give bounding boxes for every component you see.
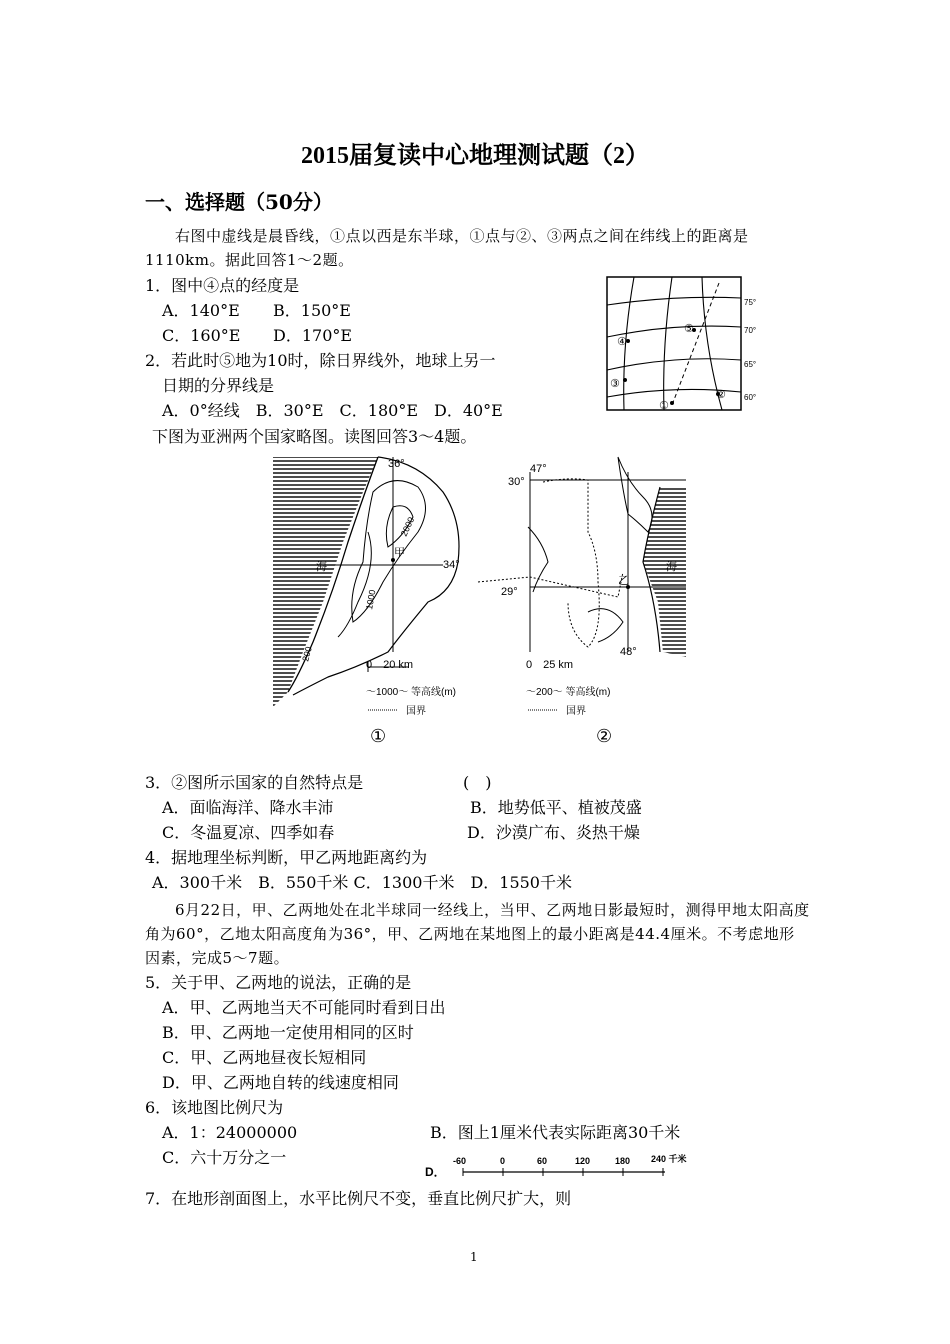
- legend-contour: 〜1000〜 等高线(m): [366, 687, 457, 698]
- scale-tick: 120: [575, 1156, 591, 1166]
- intro-paragraph-2: 下图为亚洲两个国家略图。读图回答3～4题。: [152, 427, 477, 446]
- section-heading: 一、选择题（50分）: [145, 190, 333, 214]
- place-label: 乙: [618, 575, 629, 587]
- q6-option-a: A．1：24000000: [162, 1123, 298, 1142]
- point-label: ②: [716, 389, 726, 401]
- lat-label: 65°: [744, 360, 757, 369]
- question-6-stem: 6．该地图比例尺为: [145, 1098, 284, 1117]
- question-2-stem: 2．若此时⑤地为10时，除日界线外，地球上另一: [145, 351, 496, 370]
- scale-tick: 60: [537, 1156, 548, 1166]
- question-2-stem-cont: 日期的分界线是: [162, 376, 275, 395]
- page-title: 2015届复读中心地理测试题（2）: [301, 143, 649, 169]
- page-number: 1: [470, 1250, 478, 1264]
- contour-label: 2000: [398, 515, 417, 538]
- scale-tick: 180: [615, 1156, 631, 1166]
- lat-label: 75°: [744, 298, 757, 307]
- intro-paragraph-3: 6月22日，甲、乙两地处在北半球同一经线上，当甲、乙两地日影最短时，测得甲地太阳高度角为60°，乙地太阳高度角为36°，甲、乙两地在某地图上的最小距离是44.4厘米。不考虑地形因素，完成5～7题。: [145, 901, 810, 967]
- scale-tick: -60: [453, 1156, 467, 1166]
- question-7-stem: 7．在地形剖面图上，水平比例尺不变，垂直比例尺扩大，则: [145, 1189, 572, 1208]
- point-label: ①: [659, 400, 669, 412]
- q1-option-c: C．160°E: [162, 326, 241, 345]
- lat-label: 60°: [744, 393, 757, 402]
- place-label: 甲: [394, 547, 405, 559]
- map-label: ①: [370, 726, 387, 746]
- q6-option-d: D．: [425, 1165, 446, 1179]
- q3-option-a: A．面临海洋、降水丰沛: [162, 798, 334, 817]
- q4-options: A．300千米 B．550千米 C．1300千米 D．1550千米: [152, 873, 572, 892]
- lat-label: 36°: [388, 458, 405, 470]
- q3-option-d: D．沙漠广布、炎热干燥: [467, 823, 640, 842]
- question-4-stem: 4．据地理坐标判断，甲乙两地距离约为: [145, 848, 428, 867]
- q3-option-c: C．冬温夏凉、四季如春: [162, 823, 335, 842]
- sea-label: 海: [666, 561, 677, 573]
- scale-tick: 240 千米: [651, 1154, 687, 1164]
- terminator-figure: [604, 275, 764, 413]
- q1-option-a: A．140°E: [162, 301, 240, 320]
- q5-option-b: B．甲、乙两地一定使用相同的区时: [162, 1023, 414, 1042]
- legend-border: 国界: [566, 706, 586, 717]
- q2-options: A．0°经线 B．30°E C．180°E D．40°E: [162, 401, 503, 420]
- question-1-stem: 1．图中④点的经度是: [145, 276, 300, 295]
- q3-option-b: B．地势低平、植被茂盛: [470, 798, 642, 817]
- map-label: ②: [596, 726, 613, 746]
- scale-label: 0 20 km: [366, 659, 414, 671]
- q1-option-d: D．170°E: [273, 326, 353, 345]
- lat-label: 29°: [501, 586, 518, 598]
- q5-option-d: D．甲、乙两地自转的线速度相同: [162, 1073, 399, 1092]
- answer-paren: ( ): [463, 773, 492, 792]
- lat-label: 70°: [744, 326, 757, 335]
- line-scale-bar: [425, 1150, 715, 1184]
- lon-label: 47°: [530, 463, 547, 475]
- point-label: ③: [610, 378, 620, 390]
- q6-option-c: C．六十万分之一: [162, 1148, 287, 1167]
- lat-label: 30°: [508, 476, 525, 488]
- point-label: ④: [617, 336, 627, 348]
- country-maps-figure: [268, 452, 698, 752]
- map-2: [478, 457, 686, 746]
- q5-option-c: C．甲、乙两地昼夜长短相同: [162, 1048, 367, 1067]
- intro-paragraph-1: 右图中虚线是晨昏线，①点以西是东半球，①点与②、③两点之间在纬线上的距离是1110km。据此回答1～2题。: [145, 227, 749, 269]
- lat-label: 34°: [443, 559, 460, 571]
- scale-label: 0 25 km: [526, 659, 574, 671]
- contour-label: 1000: [364, 588, 378, 611]
- question-3-stem: 3．②图所示国家的自然特点是: [145, 773, 364, 792]
- point-label: ⑤: [684, 323, 694, 335]
- legend-contour: 〜200〜 等高线(m): [526, 687, 611, 698]
- legend-border: 国界: [406, 706, 426, 717]
- scale-tick: 0: [500, 1156, 506, 1166]
- question-5-stem: 5．关于甲、乙两地的说法，正确的是: [145, 973, 412, 992]
- q5-option-a: A．甲、乙两地当天不可能同时看到日出: [162, 998, 446, 1017]
- sea-label: 海: [316, 561, 327, 573]
- contour-label: 200: [300, 645, 314, 663]
- map-1: [273, 457, 460, 746]
- lon-label: 48°: [620, 646, 637, 658]
- q1-option-b: B．150°E: [273, 301, 351, 320]
- q6-option-b: B．图上1厘米代表实际距离30千米: [430, 1123, 681, 1142]
